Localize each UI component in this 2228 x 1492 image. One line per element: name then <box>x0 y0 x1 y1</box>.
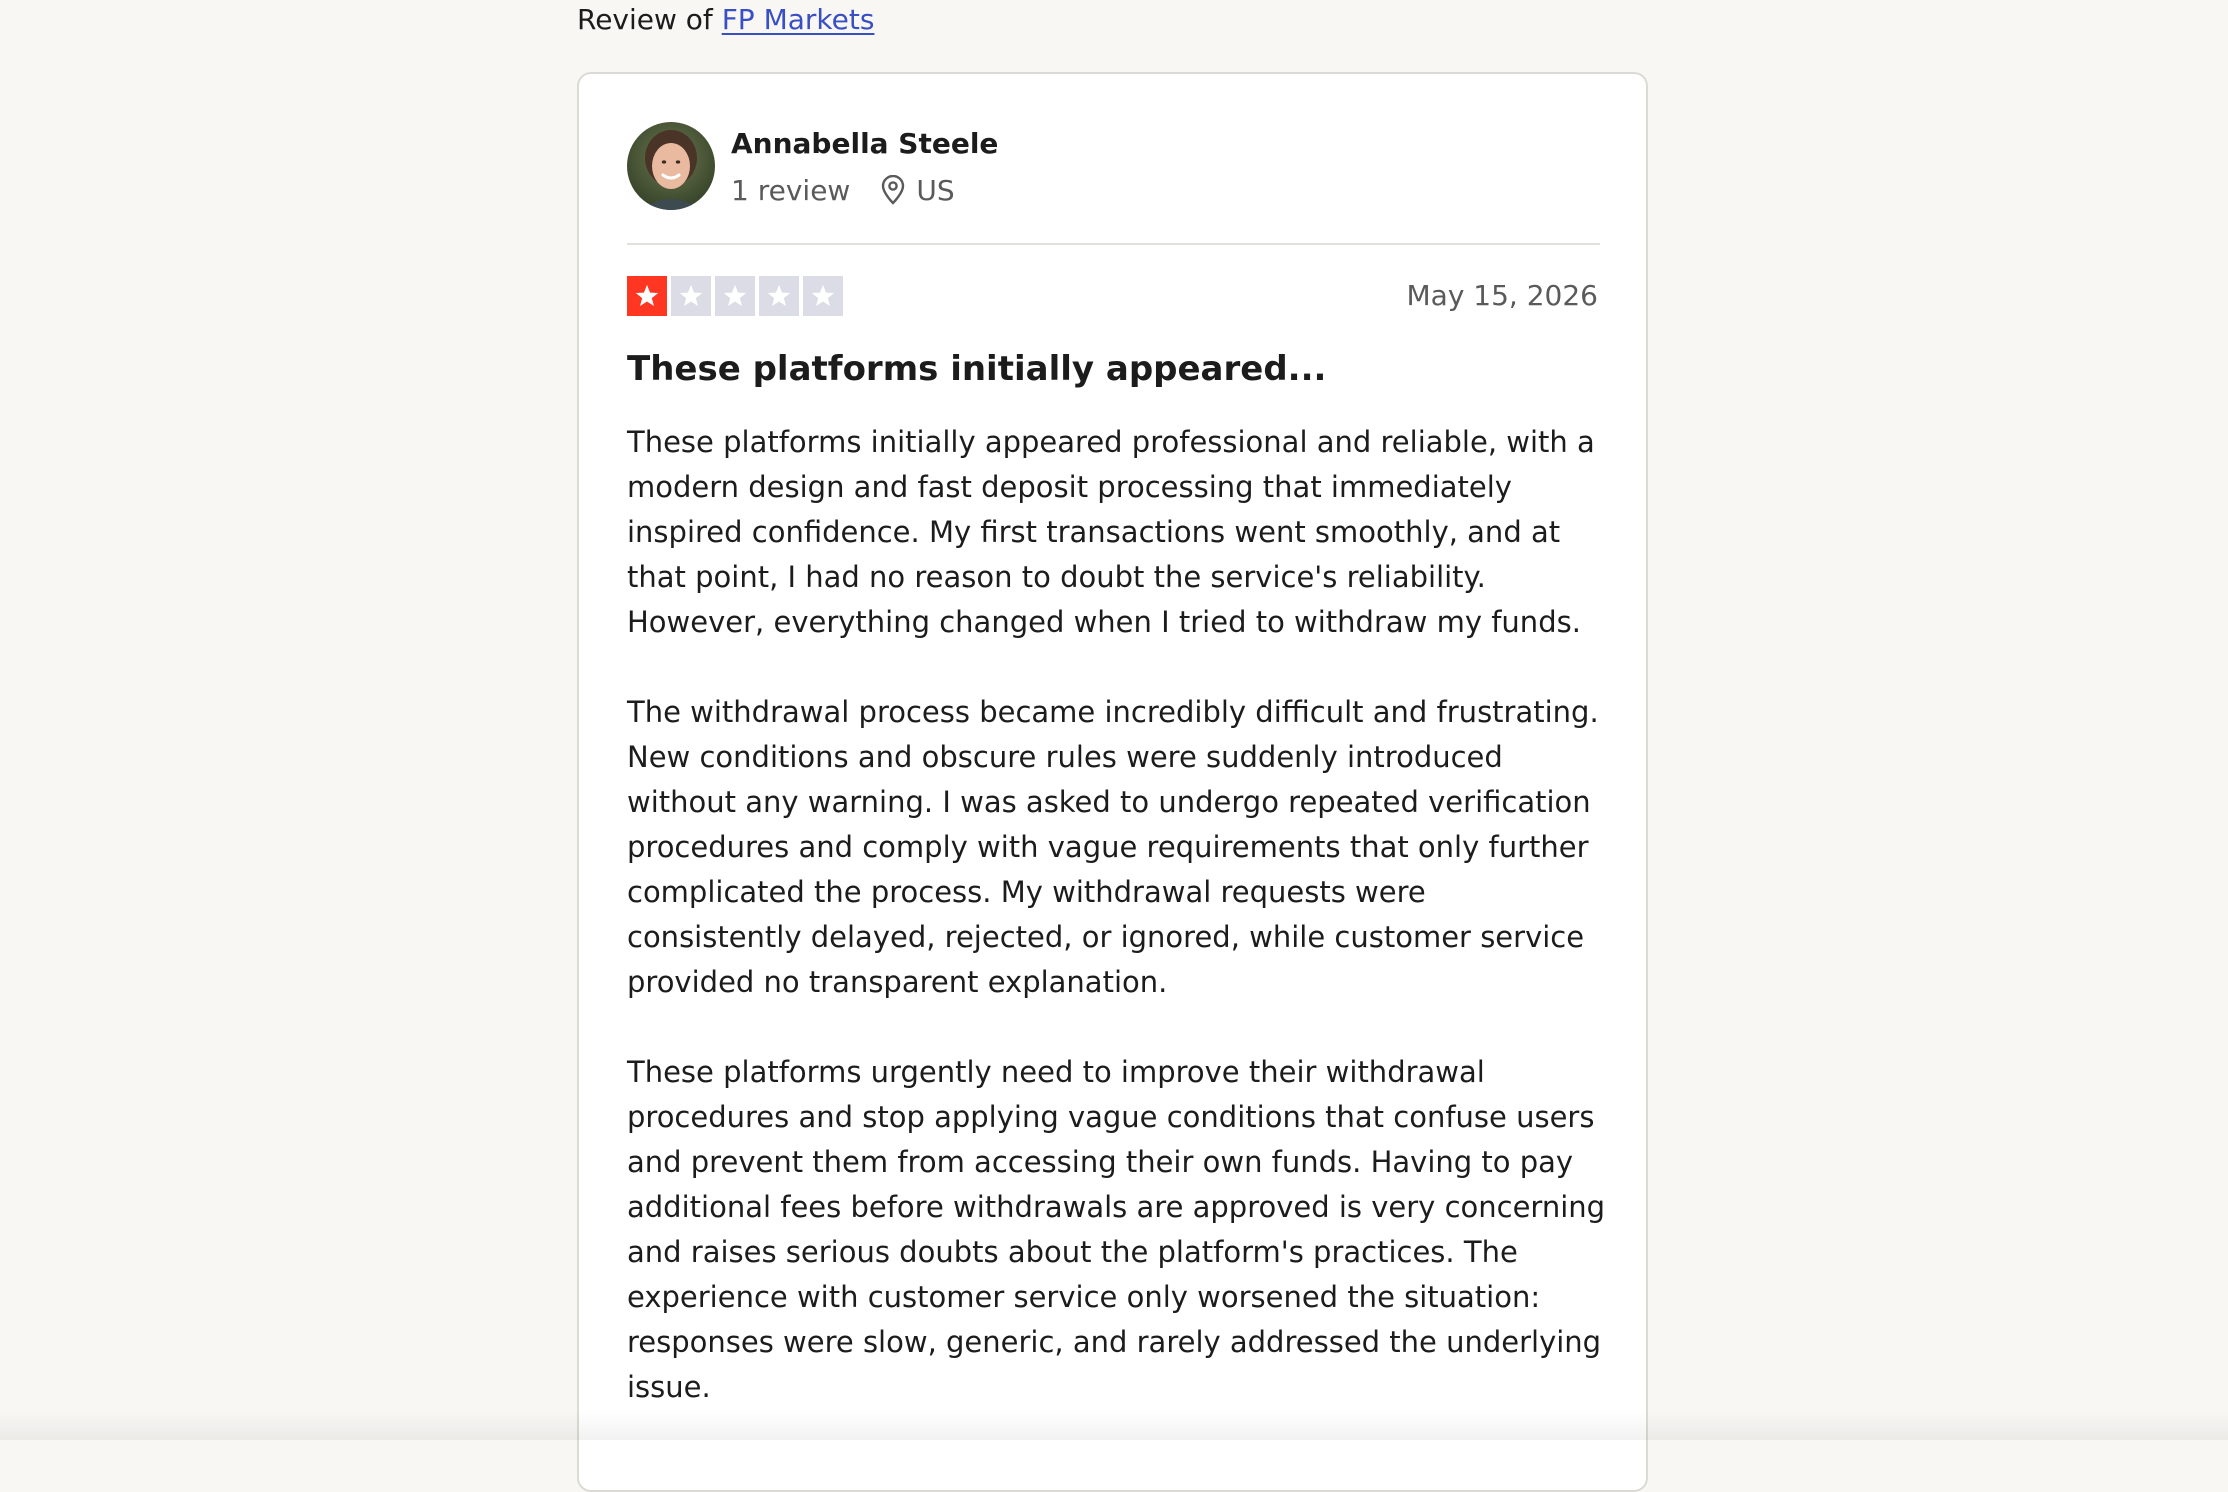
review-count: 1 review <box>731 173 851 207</box>
company-link[interactable]: FP Markets <box>721 3 875 36</box>
review-title[interactable]: These platforms initially appeared... <box>627 349 1327 389</box>
review-paragraph: These platforms initially appeared professional and reliable, with a modern design and fast deposit processing that immediately inspired confidence. My first transactions went smoothly, and at that point, I had no reason to doubt the service's reliability. However, everything changed when I tried to withdraw my funds. <box>627 425 1595 639</box>
divider <box>627 243 1600 245</box>
reviewer-meta <box>731 168 955 212</box>
star-icon <box>759 276 799 316</box>
star-icon <box>803 276 843 316</box>
star-rating <box>627 276 847 316</box>
avatar[interactable] <box>627 122 715 210</box>
review-of-prefix: Review of <box>577 3 713 36</box>
review-paragraph: The withdrawal process became incredibly difficult and frustrating. New conditions and obscure rules were suddenly introduced without any warning. I was asked to undergo repeated verification procedures and comply with vague requirements that only further complicated the process. My withdrawal requests were consistently delayed, rejected, or ignored, while customer service provided no transparent explanation. <box>627 695 1599 999</box>
review-body <box>627 420 1607 1455</box>
review-date: May 15, 2026 <box>1406 279 1598 312</box>
map-pin-icon <box>880 175 906 205</box>
review-card <box>577 72 1648 1492</box>
star-icon <box>715 276 755 316</box>
star-icon <box>627 276 667 316</box>
star-icon <box>671 276 711 316</box>
review-of-line <box>577 0 874 40</box>
reviewer-name[interactable]: Annabella Steele <box>731 127 999 160</box>
review-paragraph: These platforms urgently need to improve their withdrawal procedures and stop applying vague conditions that confuse users and prevent them from accessing their own funds. Having to pay additional fees before withdrawals are approved is very concerning and raises serious doubts about the platform's practices. The experience with customer service only worsened the situation: responses were slow, generic, and rarely addressed the underlying issue. <box>627 1055 1606 1404</box>
reviewer-location: US <box>916 173 955 207</box>
